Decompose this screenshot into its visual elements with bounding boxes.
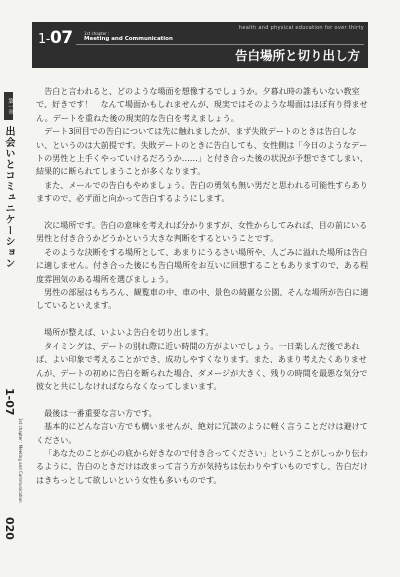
- body-text: [36, 85, 371, 487]
- paragraph: 基本的にどんな言い方でも構いませんが、絶対に冗談のように軽く言うことだけは避けてください。: [36, 421, 368, 445]
- paragraph: タイミングは、デートの別れ際に近い時間の方がよいでしょう。一日楽しんだ後であれば、よい印象で考えることができ、成功しやすくなります。また、あまり考えたくありませんが、デートの初めに告白を断られた場合、ダメージが大きく、残りの時間を最悪な気分で彼女と共にしなければならなくなってしまいます。: [36, 340, 368, 391]
- chapter-number: 1-07: [38, 28, 73, 48]
- paragraph-gap: [36, 313, 371, 326]
- side-chapter-number: 1-07: [3, 388, 16, 416]
- paragraph: 告白と言われると、どのような場面を想像するでしょうか。夕暮れ時の誰もいない教室で、好きです！ なんて場面かもしれませんが、現実ではそのような場面はほぼ有り得ません。デートを重ねた後の現実的な告白を考えましょう。: [36, 86, 368, 123]
- paragraph: 最後は一番重要な言い方です。: [44, 407, 157, 418]
- paragraph: そのような決断をする場所として、あまりにうるさい場所や、人ごみに溢れた場所は告白に適しません。付き合った後にも告白場所をお互いに回想することもありますので、ある程度雰囲気のある場所を選びましょう。: [36, 246, 369, 284]
- header-divider: [76, 44, 364, 45]
- side-chapter-title: 出会いとコミュニケーション: [3, 126, 14, 269]
- paragraph: デート3回目での告白については先に触れましたが、まず失敗デートのときは告白しない、というのは大前提です。失敗デートのときに告白しても、女性側は「今日のようなデートの男性と上手くやっていけるだろうか……」と付き合った後の状況が予想できてしまい、結果的に断られてしまうことが多くなります。: [36, 126, 368, 177]
- book-tagline: health and physical education for over thirty: [238, 25, 364, 31]
- side-chapter-english: 1st chapter : Meeting and Communication: [18, 418, 23, 503]
- chapter-tag: 第一章: [4, 92, 13, 120]
- chapter-header: [32, 22, 368, 68]
- paragraph: 場所が整えば、いよいよ告白を切り出します。: [44, 327, 214, 338]
- page-number: 020: [3, 517, 16, 540]
- paragraph: また、メールでの告白もやめましょう。告白の勇気も無い男だと思われる可能性すらありますので、必ず面と向かって告白するようにします。: [36, 179, 368, 204]
- chapter-english-title: Meeting and Communication: [84, 36, 173, 42]
- paragraph: 男性の部屋はもちろん、観覧車の中、車の中、景色の綺麗な公園、そんな場所が告白に適しているといえます。: [36, 287, 369, 311]
- paragraph-gap: [36, 393, 371, 406]
- paragraph-gap: [36, 206, 371, 219]
- paragraph: 次に場所です。告白の意味を考えれば分かりますが、女性からしてみれば、目の前にいる男性と付き合うかどうかという大きな判断をするということです。: [36, 220, 368, 244]
- chapter-subtitle: 1st chapter :: [84, 31, 110, 36]
- page-title: 告白場所と切り出し方: [234, 48, 360, 63]
- paragraph: 「あなたのことが心の底から好きなので付き合ってください」ということがしっかり伝わるように、告白のときだけは改まって言う方が気持ちは伝わりやすいものですし、告白だけはきちっとして欲しいという女性も多いものです。: [36, 447, 368, 485]
